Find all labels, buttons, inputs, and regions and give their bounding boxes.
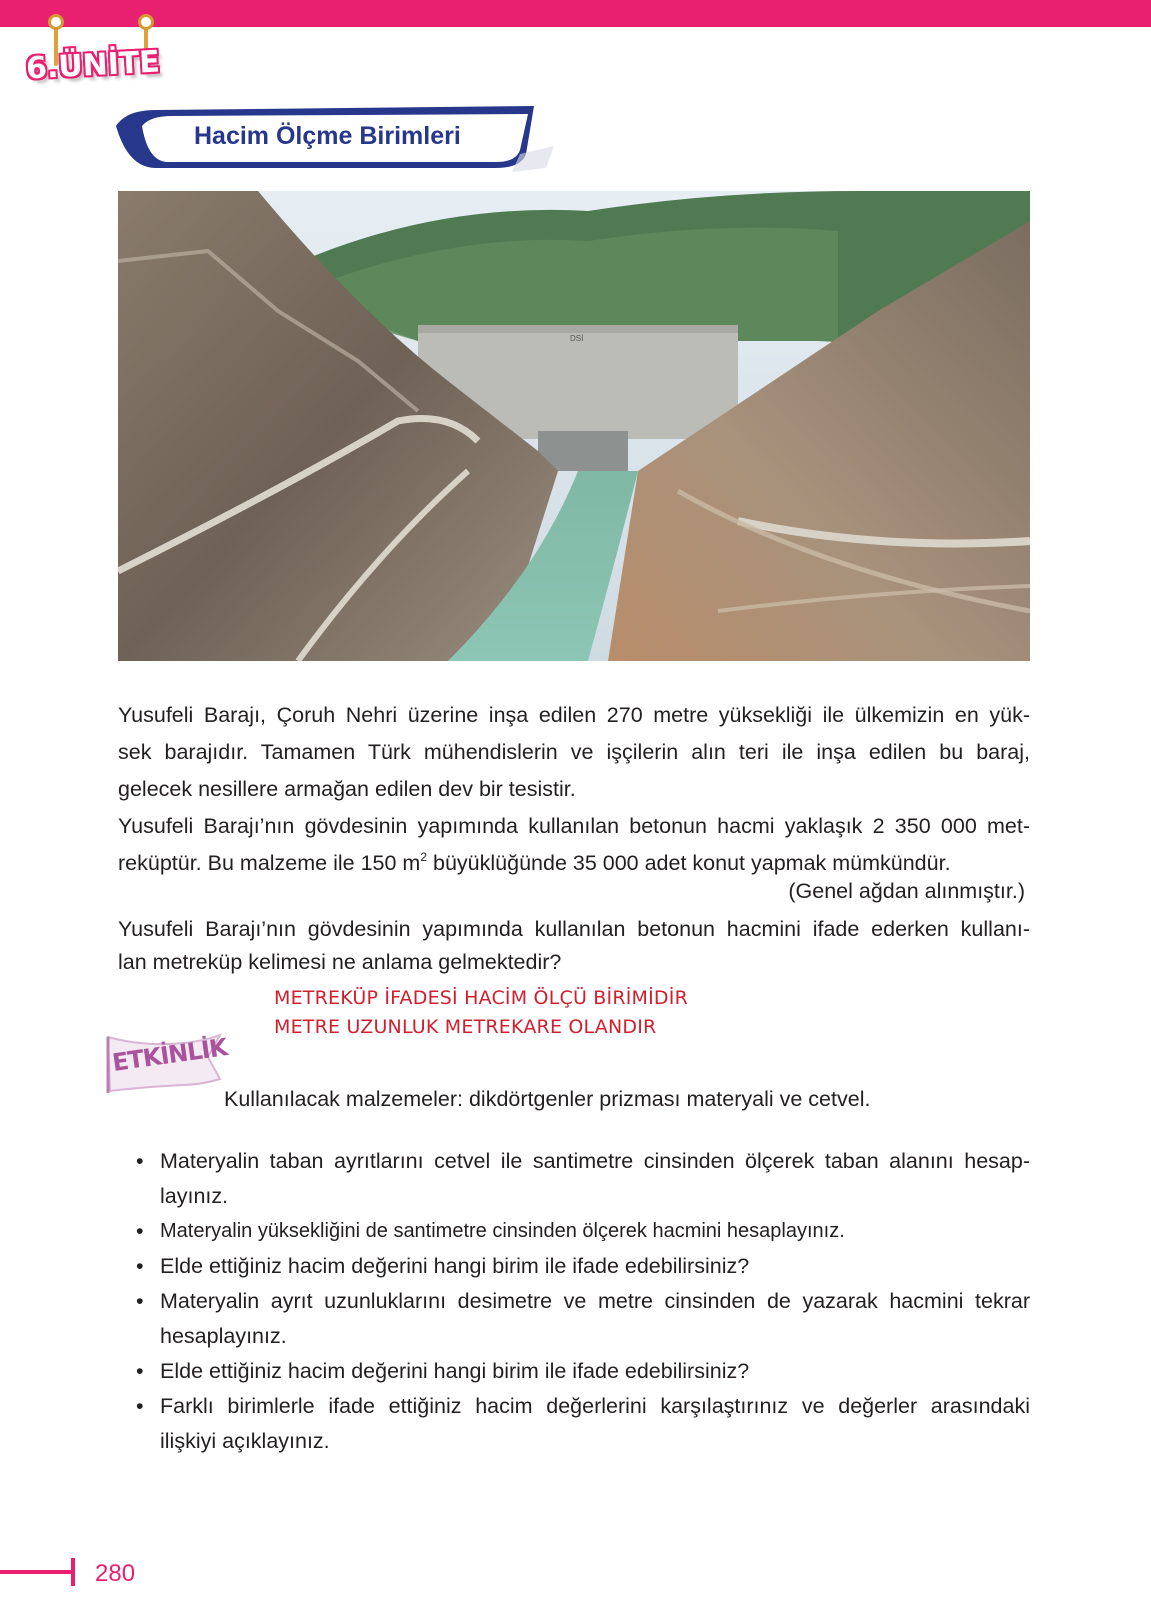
bullet-icon: •	[136, 1289, 144, 1313]
intro-line-1: Yusufeli Barajı, Çoruh Nehri üzerine inşa edilen 270 metre yüksekliği ile ülkemizin en yük-	[118, 703, 1030, 727]
list-item: • Materyalin taban ayrıtlarını cetvel ile santimetre cinsinden ölçerek taban alanını hesap- layınız.	[136, 1144, 1030, 1214]
list-item: • Elde ettiğiniz hacim değerini hangi birim ile ifade edebilirsiniz?	[136, 1354, 1030, 1389]
activity-label: ETKİNLİK	[110, 1033, 229, 1077]
intro-line-3: gelecek nesillere armağan edilen dev bir tesistir.	[118, 777, 576, 801]
question-line-2: lan metreküp kelimesi ne anlama gelmektedir?	[118, 950, 562, 974]
activity-flag	[104, 1033, 229, 1095]
concrete-line-2: reküptür. Bu malzeme ile 150 $m^2$ büyüklüğünde 35 000 adet konut yapmak mümkündür.	[118, 850, 951, 875]
bullet-icon: •	[136, 1254, 144, 1278]
unit-badge	[26, 14, 166, 94]
question-line-1: Yusufeli Barajı’nın gövdesinin yapımında kullanılan betonun hacmini ifade ederken kullanı-	[118, 917, 1030, 941]
top-accent-bar	[0, 0, 1151, 27]
bullet-icon: •	[136, 1219, 144, 1243]
page-title: Hacim Ölçme Birimleri	[194, 122, 461, 150]
superscript-2: 2	[420, 850, 428, 864]
list-item: • Materyalin yüksekliğini de santimetre cinsinden ölçerek hacmini hesaplayınız.	[136, 1214, 1030, 1249]
activity-steps-list	[136, 1144, 1030, 1459]
concrete-line-1: Yusufeli Barajı’nın gövdesinin yapımında kullanılan betonun hacmi yaklaşık 2 350 000 met-	[118, 814, 1030, 838]
footer-tick	[71, 1558, 75, 1586]
list-item: • Elde ettiğiniz hacim değerini hangi birim ile ifade edebilirsiniz?	[136, 1249, 1030, 1284]
question-paragraph	[118, 913, 1030, 979]
unit-label: 6.ÜNİTE	[25, 44, 161, 87]
materials-text: Kullanılacak malzemeler: dikdörtgenler prizması materyali ve cetvel.	[224, 1087, 871, 1111]
dam-photo	[118, 191, 1030, 661]
page-number: 280	[95, 1560, 136, 1587]
ring-right-icon	[138, 14, 154, 30]
bullet-icon: •	[136, 1394, 144, 1418]
dam-landscape-image	[118, 191, 1030, 661]
concrete-paragraph	[118, 808, 1030, 882]
intro-line-2: sek barajıdır. Tamamen Türk mühendislerin ve işçilerin alın teri ile inşa edilen bu baraj,	[118, 740, 1030, 764]
intro-paragraph	[118, 697, 1030, 808]
svg-text:DSİ: DSİ	[570, 334, 584, 343]
bullet-icon: •	[136, 1149, 144, 1173]
list-item: • Farklı birimlerle ifade ettiğiniz hacim değerlerini karşılaştırınız ve değerler arasındaki ilişkiyi açıklayınız.	[136, 1389, 1030, 1459]
source-note: (Genel ağdan alınmıştır.)	[788, 879, 1025, 903]
handwritten-answer-line-1: METREKÜP İFADESİ HACİM ÖLÇÜ BİRİMİDİR	[274, 987, 688, 1009]
handwritten-answer-line-2: METRE UZUNLUK METREKARE OLANDIR	[274, 1016, 657, 1038]
section-title-banner	[116, 106, 556, 176]
bullet-icon: •	[136, 1359, 144, 1383]
ring-left-icon	[48, 14, 64, 30]
footer-line	[0, 1570, 72, 1574]
list-item: • Materyalin ayrıt uzunluklarını desimetre ve metre cinsinden de yazarak hacmini tekrar hesaplayınız.	[136, 1284, 1030, 1354]
